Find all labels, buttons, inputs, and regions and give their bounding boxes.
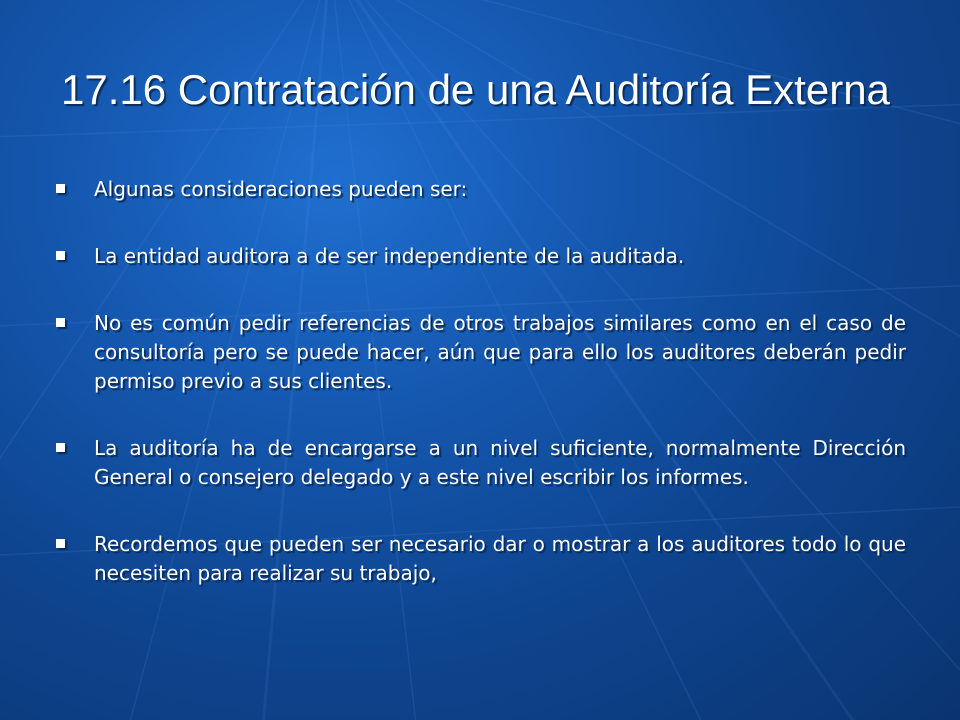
square-bullet-icon [56,318,65,327]
list-item [56,530,906,588]
square-bullet-icon [56,443,65,452]
list-item-text: No es común pedir referencias de otros trabajos similares como en el caso de consultoría pero se puede hacer, aún que para ello los auditores deberán pedir permiso previo a sus clientes. [94,311,906,393]
list-item [56,242,906,271]
list-item [56,434,906,492]
list-item [56,175,906,204]
slide-title: 17.16 Contratación de una Auditoría Externa [61,66,890,113]
square-bullet-icon [56,184,65,193]
list-item [56,309,906,396]
bullet-list [56,175,906,626]
list-item-text: Recordemos que pueden ser necesario dar o mostrar a los auditores todo lo que necesiten para realizar su trabajo, [94,532,906,585]
square-bullet-icon [56,251,65,260]
list-item-text: La auditoría ha de encargarse a un nivel suficiente, normalmente Dirección General o consejero delegado y a este nivel escribir los informes. [94,436,906,489]
list-item-text: La entidad auditora a de ser independiente de la auditada. [94,244,685,268]
square-bullet-icon [56,539,65,548]
list-item-text: Algunas consideraciones pueden ser: [94,177,468,201]
